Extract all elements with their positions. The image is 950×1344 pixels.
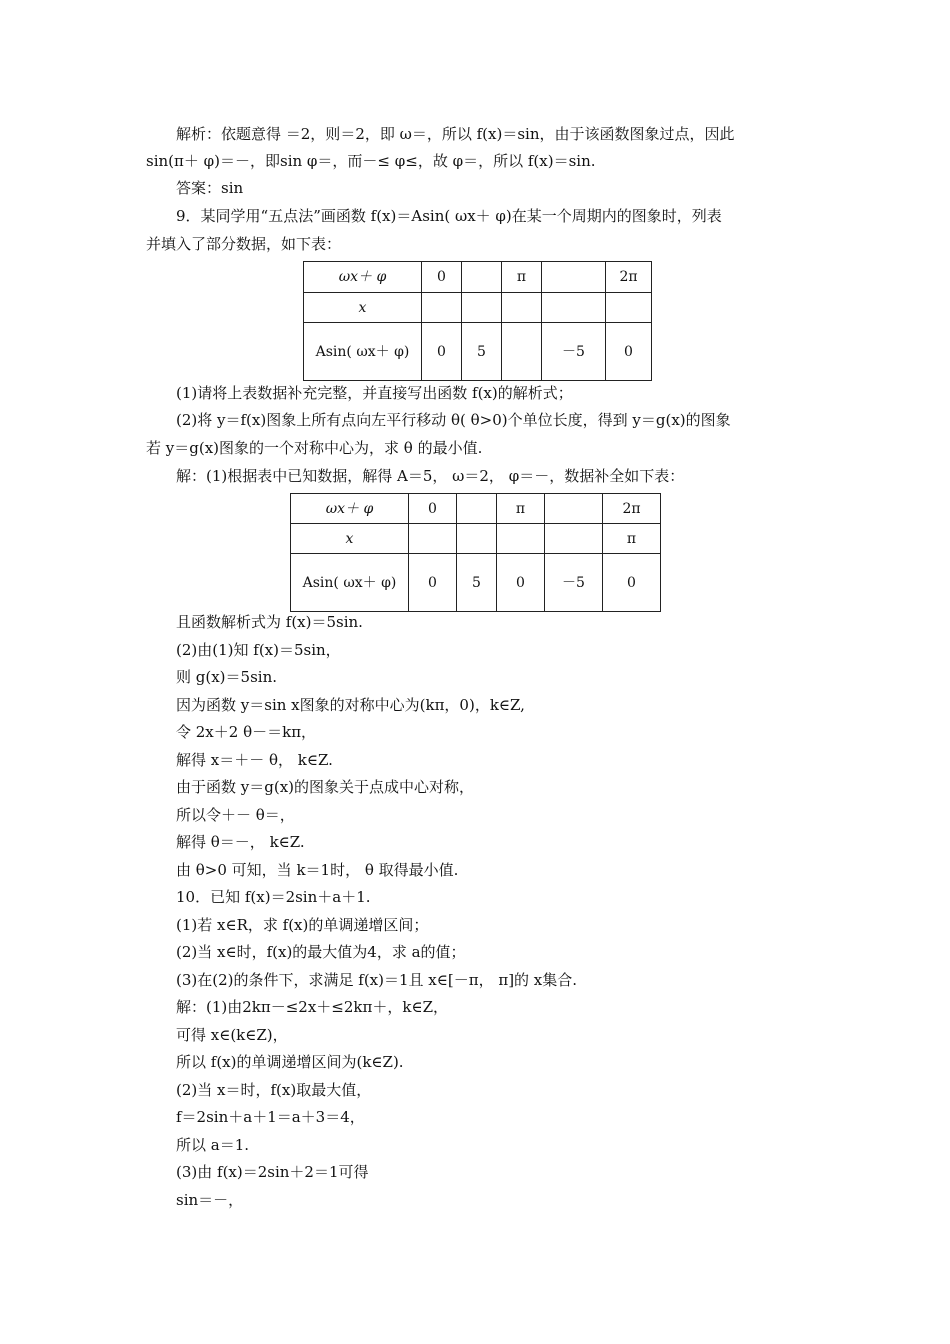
solution-line: 因为函数 y＝sin x图象的对称中心为(kπ，0)，k∈Z,	[176, 696, 525, 714]
table-cell: π	[497, 494, 545, 524]
table-cell	[542, 262, 606, 293]
solution-line: 解：(1)由2kπ－≤2x＋≤2kπ＋，k∈Z，	[176, 998, 448, 1016]
table-cell	[409, 524, 457, 554]
solution-line: 且函数解析式为 f(x)＝5sin.	[176, 613, 363, 631]
table-cell: π	[502, 262, 542, 293]
table-cell: 5	[462, 323, 502, 381]
table-cell	[462, 293, 502, 323]
solution-line: sin＝－，	[176, 1191, 244, 1209]
table-cell: 0	[606, 323, 652, 381]
table-row	[291, 494, 661, 524]
table-completed-data	[290, 493, 661, 612]
solution-line: f＝2sin＋a＋1＝a＋3＝4，	[176, 1108, 365, 1126]
solution-analysis-line-2: sin(π＋ φ)＝－，即sin φ＝，而－≤ φ≤，故 φ＝，所以 f(x)＝sin.	[146, 152, 596, 170]
table-header-cell: Asin( ωx＋ φ)	[304, 323, 422, 381]
answer-line: 答案：sin	[176, 179, 244, 197]
table-cell	[502, 293, 542, 323]
table-row	[291, 524, 661, 554]
table-cell	[422, 293, 462, 323]
solution-line: 所以 a＝1.	[176, 1136, 250, 1154]
problem-10-question-1: (1)若 x∈R，求 f(x)的单调递增区间；	[176, 916, 429, 934]
table-cell	[457, 524, 497, 554]
table-header-cell: ωx＋ φ	[291, 494, 409, 524]
table-cell	[545, 494, 603, 524]
table-header-cell: ωx＋ φ	[304, 262, 422, 293]
solution-analysis-line-1: 解析：依题意得 ＝2，则＝2，即 ω＝，所以 f(x)＝sin，由于该函数图象过点，因此	[176, 125, 735, 143]
solution-line: (2)由(1)知 f(x)＝5sin，	[176, 641, 341, 659]
table-cell: 0	[497, 554, 545, 612]
problem-9-line-2: 并填入了部分数据，如下表：	[146, 235, 342, 253]
solution-line: 解得 θ＝－， k∈Z.	[176, 833, 305, 851]
solution-line: (3)由 f(x)＝2sin＋2＝1可得	[176, 1163, 369, 1181]
problem-9-question-2-line-1: (2)将 y＝f(x)图象上所有点向左平行移动 θ( θ>0)个单位长度，得到 y＝g(x)的图象	[176, 411, 731, 429]
table-cell: π	[603, 524, 661, 554]
table-cell	[502, 323, 542, 381]
table-cell	[457, 494, 497, 524]
problem-10-question-3: (3)在(2)的条件下，求满足 f(x)＝1且 x∈[－π， π]的 x集合.	[176, 971, 578, 989]
solution-line: 令 2x＋2 θ－＝kπ，	[176, 723, 317, 741]
solution-line: 由于函数 y＝g(x)的图象关于点成中心对称，	[176, 778, 475, 796]
problem-10-question-2: (2)当 x∈时，f(x)的最大值为4，求 a的值；	[176, 943, 466, 961]
table-partial-data	[303, 261, 652, 381]
solution-line: 由 θ>0 可知，当 k＝1时， θ 取得最小值.	[176, 861, 459, 879]
solution-line: 则 g(x)＝5sin.	[176, 668, 278, 686]
table-cell	[606, 293, 652, 323]
table-cell: 5	[457, 554, 497, 612]
problem-9-solution-line-1: 解：(1)根据表中已知数据，解得 A＝5， ω＝2， φ＝－，数据补全如下表：	[176, 467, 685, 485]
table-cell	[462, 262, 502, 293]
table-cell: －5	[545, 554, 603, 612]
solution-line: (2)当 x＝时，f(x)取最大值，	[176, 1081, 372, 1099]
table-header-cell: x	[291, 524, 409, 554]
table-cell	[545, 524, 603, 554]
table-header-cell: x	[304, 293, 422, 323]
table-cell: 0	[603, 554, 661, 612]
problem-9-line-1: 9．某同学用“五点法”画函数 f(x)＝Asin( ωx＋ φ)在某一个周期内的图象时，列表	[176, 207, 722, 225]
table-cell: 0	[409, 494, 457, 524]
table-header-cell: Asin( ωx＋ φ)	[291, 554, 409, 612]
table-cell: 2π	[603, 494, 661, 524]
problem-9-question-2-line-2: 若 y＝g(x)图象的一个对称中心为，求 θ 的最小值.	[146, 439, 483, 457]
problem-9-question-1: (1)请将上表数据补充完整，并直接写出函数 f(x)的解析式；	[176, 384, 573, 402]
table-row	[304, 262, 652, 293]
table-cell	[542, 293, 606, 323]
solution-line: 解得 x＝＋－ θ， k∈Z.	[176, 751, 333, 769]
table-cell: 2π	[606, 262, 652, 293]
solution-line: 可得 x∈(k∈Z)，	[176, 1026, 288, 1044]
solution-line: 所以令＋－ θ＝，	[176, 806, 295, 824]
table-cell: 0	[422, 323, 462, 381]
table-row	[291, 554, 661, 612]
table-cell: 0	[409, 554, 457, 612]
table-row	[304, 293, 652, 323]
table-cell	[497, 524, 545, 554]
problem-10-statement: 10．已知 f(x)＝2sin＋a＋1.	[176, 888, 371, 906]
table-cell: 0	[422, 262, 462, 293]
solution-line: 所以 f(x)的单调递增区间为(k∈Z).	[176, 1053, 404, 1071]
table-row	[304, 323, 652, 381]
table-cell: －5	[542, 323, 606, 381]
